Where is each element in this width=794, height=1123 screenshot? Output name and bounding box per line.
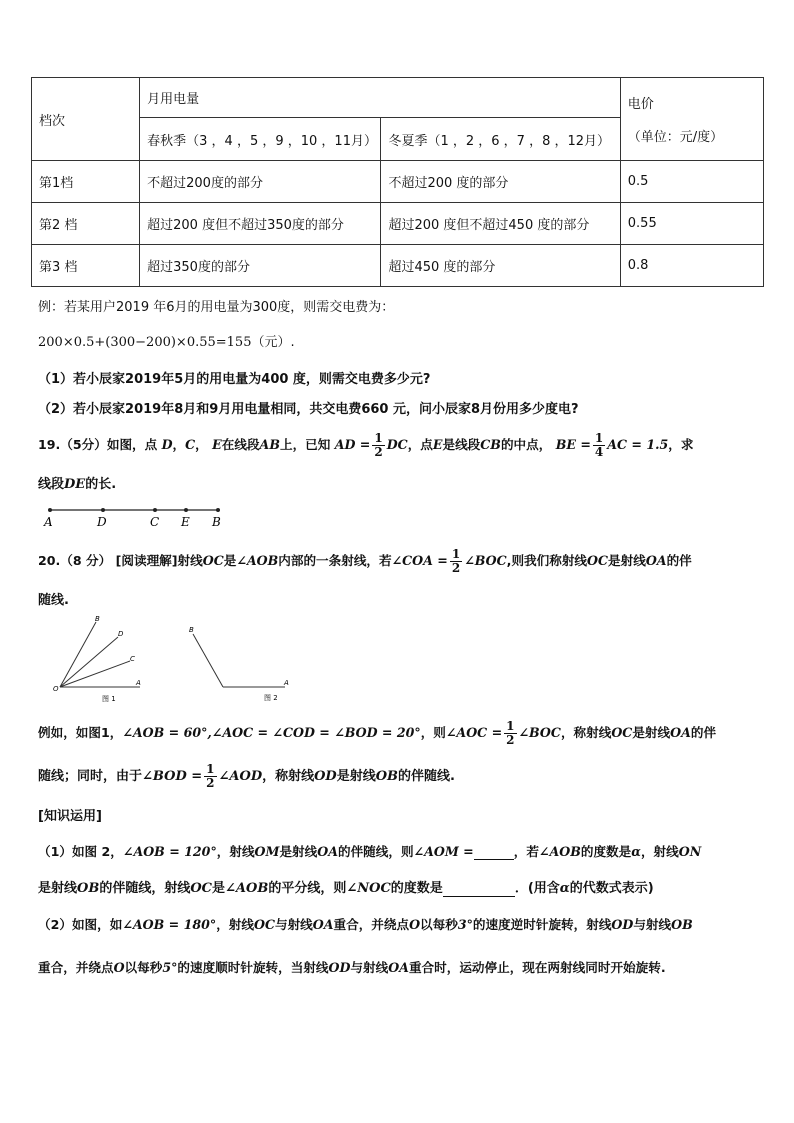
q20-text: 的度数是: [580, 844, 632, 859]
point-e-dot: [184, 508, 188, 512]
table-row: [32, 161, 764, 203]
denominator: 4: [594, 445, 604, 459]
spring-autumn-cell: 超过200 度但不超过350度的部分: [140, 203, 381, 245]
q20-var-oc: OC: [253, 917, 275, 932]
q20-var-oa: OA: [317, 844, 338, 859]
section-heading: [知识运用]: [38, 809, 102, 824]
q20-example-line2: [38, 763, 455, 790]
electricity-price-table: [31, 77, 764, 287]
numerator: 1: [451, 547, 461, 561]
q20-var-oc: OC: [190, 881, 213, 896]
q19-eq-be: BE =: [555, 437, 591, 452]
fraction-quarter: [593, 432, 605, 459]
q20-var-od: OD: [314, 769, 337, 784]
table-row: [32, 245, 764, 287]
fig2-label-b: B: [189, 626, 194, 634]
q20-text: 的伴: [666, 553, 692, 568]
answer-blank[interactable]: [443, 881, 515, 897]
q20-text: ，称射线: [560, 725, 612, 740]
numerator: 1: [506, 719, 515, 733]
q20-example-line1: [38, 720, 716, 747]
table-row: [32, 203, 764, 245]
ray-ob: [193, 634, 223, 687]
fig1-label-b: B: [95, 615, 100, 623]
q20-text: 是射线: [632, 725, 671, 740]
q20-angle-aob-120: ∠AOB = 120°: [122, 844, 217, 859]
q20-line1: [38, 548, 692, 575]
price-cell: 0.55: [620, 203, 763, 245]
q20-text: 的伴随线，则: [337, 844, 414, 859]
tier-cell: 第1档: [32, 161, 140, 203]
example-line: 例：若某用户2019 年6月的用电量为300度，则需交电费为：: [38, 300, 395, 315]
q20-text: ,则我们称射线: [506, 553, 588, 568]
point-d-dot: [101, 508, 105, 512]
q19-text: ，求: [668, 437, 694, 452]
example-formula: 200×0.5+(300−200)×0.55=155: [38, 335, 252, 350]
point-a-label: A: [44, 515, 53, 529]
q20-text: 以每秒: [124, 960, 163, 975]
q20-rate-3: 3°: [457, 917, 473, 932]
q20-angle-aob: ∠AOB: [538, 844, 581, 859]
q20-text: 的伴: [690, 725, 717, 740]
figure-1: [50, 612, 150, 704]
q19-text: 的中点，: [500, 437, 552, 452]
q19-var-e: E: [212, 437, 222, 452]
denominator: 2: [506, 733, 515, 747]
q19-text: 如图，点: [106, 437, 158, 452]
q19-eq-ac: AC = 1.5: [607, 437, 669, 452]
q20-var-oa: OA: [645, 553, 667, 568]
q20-part2-line2: [38, 957, 666, 976]
denominator: 2: [374, 445, 383, 459]
q20-var-ob: OB: [375, 769, 399, 784]
fig2-caption: 图 2: [264, 694, 278, 702]
q19-var-e: E: [432, 437, 443, 452]
ray-ob: [60, 622, 96, 687]
numerator: 1: [374, 431, 383, 445]
q19-text: 上，已知: [279, 437, 331, 452]
q20-text: 的代数式表示): [569, 881, 654, 896]
q20-angle-aob-180: ∠AOB = 180°: [122, 917, 217, 932]
header-price-unit: （单位：元/度）: [627, 130, 724, 145]
q20-text: 的速度顺时针旋转，当射线: [177, 960, 329, 975]
q19-text: 的长.: [85, 477, 117, 492]
q20-example-angles: ∠AOB = 60°,∠AOC = ∠COD = ∠BOD = 20°: [122, 725, 421, 740]
numerator: 1: [206, 762, 215, 776]
segment-figure: [38, 500, 238, 530]
q20-angle-aob: ∠AOB: [225, 881, 269, 896]
point-a-dot: [48, 508, 52, 512]
fraction-half: [504, 720, 516, 747]
q18-part1: （1）若小辰家2019年5月的用电量为400 度，则需交电费多少元?: [38, 372, 431, 387]
q20-var-oc: OC: [202, 553, 224, 568]
example-unit: （元）.: [251, 335, 295, 350]
denominator: 2: [451, 561, 461, 575]
point-c-label: C: [150, 515, 160, 529]
denominator: 2: [206, 776, 215, 790]
q20-number: 20.（8 分）: [38, 553, 112, 568]
q20-angle-aob: ∠AOB: [236, 553, 279, 568]
fig1-label-a: A: [136, 679, 141, 687]
table-header-row: [32, 78, 764, 118]
q19-eq-ad: AD =: [334, 437, 371, 452]
q19-number: 19.（5分）: [38, 437, 107, 452]
spring-autumn-cell: 不超过200度的部分: [140, 161, 381, 203]
point-b-label: B: [212, 515, 221, 529]
q20-text: 是射线: [336, 769, 376, 784]
q19-line1: 19.（5分）如图，点 D，C， E在线段AB上，已知 AD = $\frac{1}{2}$ DC，点E是线段CB的中点， BE = $\frac{1}{4}$ AC = 1.5，求: [38, 431, 694, 459]
q20-text: 重合，并绕点: [38, 960, 114, 975]
header-price-label: 电价: [627, 97, 654, 112]
example-formula-line: [38, 331, 295, 350]
fig1-caption: 图 1: [102, 695, 116, 703]
q19-var-de: DE: [64, 477, 86, 492]
q19-var-ab: AB: [259, 437, 280, 452]
q20-rate-5: 5°: [162, 960, 178, 975]
q20-angle-noc: ∠NOC: [346, 881, 391, 896]
header-tier: 档次: [32, 78, 140, 161]
ray-od: [60, 637, 118, 687]
q19-var-cb: CB: [480, 437, 501, 452]
tier-cell: 第2 档: [32, 203, 140, 245]
ray-oc: [60, 661, 130, 687]
q20-angle-boc: ∠BOC: [464, 553, 507, 568]
q20-var-ob: OB: [77, 881, 100, 896]
fraction-half: [372, 432, 384, 459]
q20-text: [阅读理解]射线: [115, 553, 203, 568]
q20-var-oa: OA: [312, 917, 334, 932]
q20-part1-line1: [38, 841, 701, 860]
q20-var-oa: OA: [670, 725, 691, 740]
q20-text: 是射线: [279, 844, 318, 859]
fig2-label-a: A: [284, 679, 289, 687]
header-usage: 月用电量: [140, 78, 621, 118]
q20-text: ，称射线: [262, 769, 315, 784]
q20-text: ，则: [420, 725, 446, 740]
q19-eq-dc: DC: [386, 437, 408, 452]
price-cell: 0.8: [620, 245, 763, 287]
q20-text: 的平分线，则: [268, 881, 347, 896]
q20-text: ，射线: [640, 844, 679, 859]
tier-cell: 第3 档: [32, 245, 140, 287]
q20-text: 内部的一条射线，若: [278, 553, 392, 568]
q19-var-d: D: [161, 437, 173, 452]
price-cell: 0.5: [620, 161, 763, 203]
q19-text: ，点: [407, 437, 433, 452]
q20-part2-line1: [38, 914, 693, 933]
q20-text: 的速度逆时针旋转，射线: [472, 917, 612, 932]
q20-text: 是射线: [608, 553, 646, 568]
q20-text: 是: [223, 553, 237, 568]
fig1-label-d: D: [118, 630, 124, 638]
point-e-label: E: [181, 515, 190, 529]
q20-text: （2）如图，如: [38, 917, 123, 932]
q20-point-o: O: [409, 917, 421, 932]
q20-line2: 随线.: [38, 593, 69, 608]
header-spring-autumn: 春秋季（3 ，4 ，5 ，9 ，10 ，11月）: [140, 118, 381, 161]
q20-text: 与射线: [350, 960, 389, 975]
q20-text: 的伴随线，射线: [99, 881, 191, 896]
numerator: 1: [594, 431, 604, 445]
q20-angle-coa: ∠COA =: [391, 553, 448, 568]
q20-alpha: α: [631, 844, 641, 859]
q20-text: 随线；同时，由于: [38, 769, 143, 784]
q18-part2: （2）若小辰家2019年8月和9月用电量相同，共交电费660 元，问小辰家8月份用多少度电?: [38, 402, 579, 417]
q20-point-o: O: [113, 960, 125, 975]
q20-angle-aoc: ∠AOC =: [445, 725, 503, 740]
summer-winter-cell: 超过200 度但不超过450 度的部分: [381, 203, 620, 245]
spring-autumn-cell: 超过350度的部分: [140, 245, 381, 287]
q19-var-c: C: [185, 437, 196, 452]
fig1-label-c: C: [130, 655, 135, 663]
q20-var-od: OD: [328, 960, 351, 975]
q20-alpha: α: [559, 881, 570, 896]
q20-text: 以每秒: [420, 917, 458, 932]
q20-text: 例如，如图1，: [38, 725, 123, 740]
q20-var-on: ON: [678, 844, 702, 859]
q20-angle-aod: ∠AOD: [218, 769, 263, 784]
summer-winter-cell: 超过450 度的部分: [381, 245, 620, 287]
q20-text: （1）如图 2，: [38, 844, 123, 859]
q20-text: 与射线: [274, 917, 313, 932]
q20-text: ，射线: [216, 917, 254, 932]
q20-var-oc: OC: [587, 553, 609, 568]
summer-winter-cell: 不超过200 度的部分: [381, 161, 620, 203]
point-c-dot: [153, 508, 157, 512]
q20-text: 的伴随线.: [398, 769, 455, 784]
q20-var-ob: OB: [671, 917, 693, 932]
q19-text: 是线段: [442, 437, 481, 452]
fig1-label-o: O: [53, 685, 59, 693]
q19-line2: [38, 473, 116, 492]
q20-part1-line2: [38, 877, 654, 897]
q20-angle-boc: ∠BOC: [518, 725, 561, 740]
q20-text: 的度数是: [390, 881, 443, 896]
q20-text: 重合时，运动停止，现在两射线同时开始旋转.: [408, 960, 666, 975]
q20-var-oc: OC: [611, 725, 633, 740]
q20-text: 与射线: [633, 917, 672, 932]
point-d-label: D: [97, 515, 107, 529]
q20-var-om: OM: [254, 844, 280, 859]
q19-text: 线段: [38, 477, 65, 492]
q20-text: 是: [212, 881, 226, 896]
header-price: [620, 78, 763, 161]
fraction-half: [450, 548, 462, 575]
q20-var-oa: OA: [388, 960, 409, 975]
fraction-half: [204, 763, 216, 790]
q20-text: ，射线: [216, 844, 255, 859]
q19-text: 在线段: [221, 437, 260, 452]
q20-var-od: OD: [611, 917, 634, 932]
q20-text: 是射线: [38, 881, 78, 896]
answer-blank[interactable]: [474, 844, 514, 860]
q20-text: 重合，并绕点: [333, 917, 410, 932]
point-b-dot: [216, 508, 220, 512]
header-summer-winter: 冬夏季（1 ，2 ，6 ，7 ，8 ，12月）: [381, 118, 620, 161]
q20-angle-aom: ∠AOM =: [413, 844, 474, 859]
q20-text: ，若: [513, 844, 539, 859]
q20-angle-bod: ∠BOD =: [142, 769, 203, 784]
q20-text: ．(用含: [514, 881, 560, 896]
figure-2: [185, 622, 295, 704]
